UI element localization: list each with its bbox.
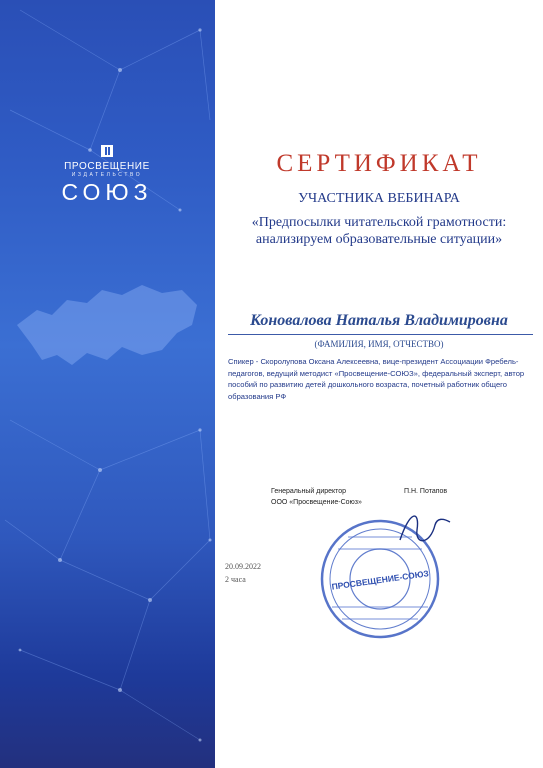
recipient-name: Коновалова Наталья Владимировна: [250, 312, 508, 329]
logo-text-small: ИЗДАТЕЛЬСТВО: [71, 172, 143, 178]
speaker-description: Спикер - Скоролупова Оксана Алексеевна, вице-президент Ассоциации Фребель-педагогов, ведущий методист «Просвещение-СОЮЗ», федеральный эксперт, автор пособий по развитию детей дошкольного возраста, почетный работник общего образования РФ: [228, 357, 525, 401]
logo-text-large: СОЮЗ: [61, 179, 153, 205]
signature: [395, 500, 455, 560]
name-caption: (ФАМИЛИЯ, ИМЯ, ОТЧЕСТВО): [314, 339, 444, 349]
publisher-logo: [52, 144, 162, 205]
director-name: П.Н. Потапов: [404, 488, 448, 495]
certificate-subtitle: УЧАСТНИКА ВЕБИНАРА: [298, 191, 460, 206]
webinar-title: «Предпосылки читательской грамотности: анализируем образовательные ситуации»: [251, 215, 507, 247]
stamp-text: ПРОСВЕЩЕНИЕ-СОЮЗ: [330, 568, 430, 592]
certificate-title: СЕРТИФИКАТ: [276, 150, 482, 177]
issue-date: 20.09.2022: [225, 562, 261, 571]
russia-map-silhouette: [12, 255, 202, 385]
name-underline: [228, 334, 533, 335]
director-title: Генеральный директор: [271, 488, 347, 495]
logo-text-main: ПРОСВЕЩЕНИЕ: [64, 161, 150, 172]
left-decorative-panel: [0, 0, 215, 768]
director-company: ООО «Просвещение-Союз»: [271, 499, 362, 506]
duration: 2 часа: [225, 575, 246, 584]
book-icon: [100, 144, 114, 158]
